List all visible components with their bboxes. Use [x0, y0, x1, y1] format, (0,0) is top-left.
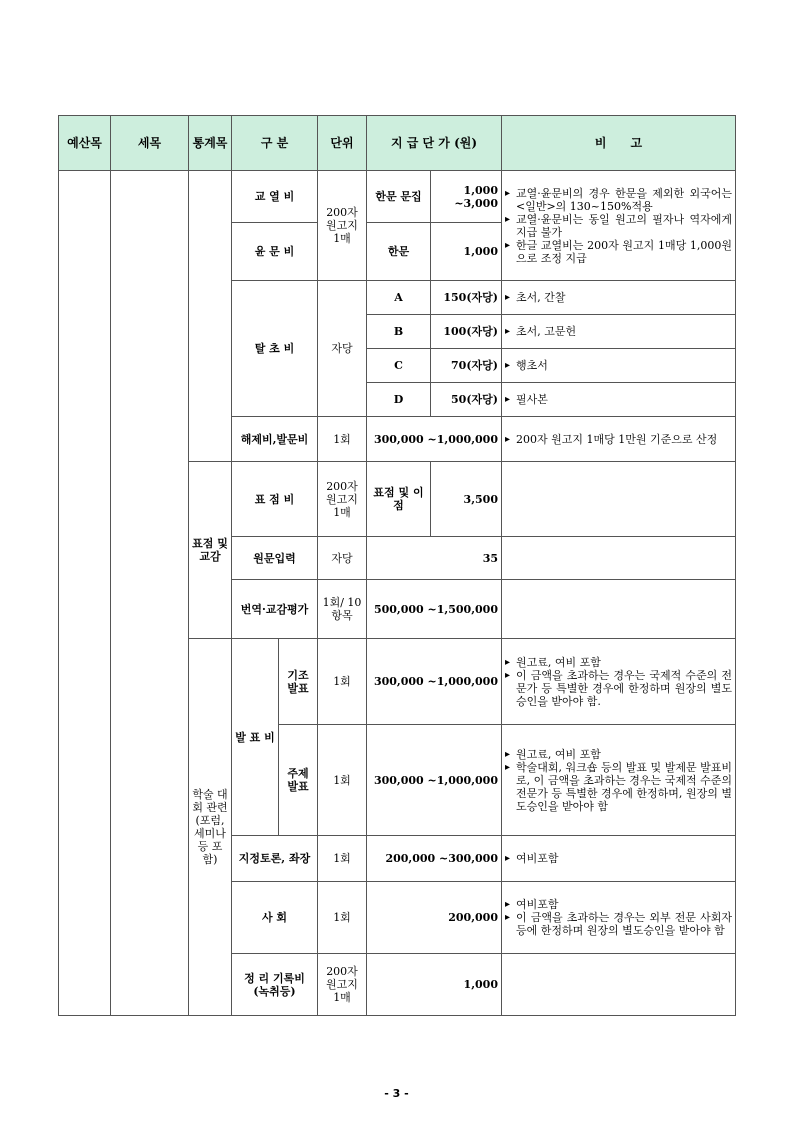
input-note [502, 537, 736, 580]
polish-label: 윤 문 비 [232, 223, 318, 281]
keynote-note-2: ▸ 이 금액을 초과하는 경우는 국제적 수준의 전문가 등 특별한 경우에 한정하며 원장의 별도승인을 받아야 함. [505, 669, 732, 708]
recording-unit: 200자 원고지 1매 [318, 954, 367, 1016]
discussion-note [502, 836, 736, 882]
budget-item-cell [59, 171, 111, 1016]
transcription-grade: C [367, 349, 431, 383]
topic-label: 주제 발표 [279, 725, 318, 836]
input-price: 35 [367, 537, 502, 580]
transcription-grade: B [367, 315, 431, 349]
header-budget-item: 예산목 [59, 116, 111, 171]
transcription-note [502, 349, 736, 383]
polish-price: 1,000 [431, 223, 502, 281]
evaluation-label: 번역·교감평가 [232, 580, 318, 639]
page-number: - 3 - [384, 1087, 409, 1100]
commentary-label: 해제비,발문비 [232, 417, 318, 462]
keynote-label: 기조 발표 [279, 639, 318, 725]
list-item: ▸ 200자 원고지 1매당 1만원 기준으로 산정 [505, 433, 732, 446]
header-stat-item: 통계목 [189, 116, 232, 171]
topic-notes [502, 725, 736, 836]
punctuation-label: 표 점 비 [232, 462, 318, 537]
discussion-unit: 1회 [318, 836, 367, 882]
proofread-notes [502, 171, 736, 281]
moderator-note-1: ▸ 여비포함 [505, 898, 732, 911]
list-item: ▸ 초서, 간찰 [505, 291, 732, 304]
punctuation-note [502, 462, 736, 537]
recording-note [502, 954, 736, 1016]
moderator-notes [502, 882, 736, 954]
input-label: 원문입력 [232, 537, 318, 580]
transcription-note [502, 383, 736, 417]
proofread-note-2: ▸ 교열·윤문비는 동일 원고의 필자나 역자에게 지급 불가 [505, 213, 732, 239]
punctuation-unit: 200자 원고지 1매 [318, 462, 367, 537]
transcription-note [502, 281, 736, 315]
proofread-label: 교 열 비 [232, 171, 318, 223]
transcription-note [502, 315, 736, 349]
list-item: ▸ 여비포함 [505, 852, 732, 865]
transcription-price: 150(자당) [431, 281, 502, 315]
polish-type: 한문 [367, 223, 431, 281]
moderator-price: 200,000 [367, 882, 502, 954]
header-category: 구 분 [232, 116, 318, 171]
conference-label-main: 학술 대회 관련 [192, 788, 228, 814]
commentary-price: 300,000 ~1,000,000 [367, 417, 502, 462]
header-unit-price: 지 급 단 가 (원) [367, 116, 502, 171]
transcription-grade: D [367, 383, 431, 417]
topic-note-2: ▸ 학술대회, 워크숍 등의 발표 및 발제문 발표비로, 이 금액을 초과하는 경우는 국제적 수준의 전문가 등 특별한 경우에 한정하며, 원장의 별도승인을 받아야 함 [505, 761, 732, 813]
list-item: ▸ 초서, 고문헌 [505, 325, 732, 338]
evaluation-note [502, 580, 736, 639]
transcription-price: 50(자당) [431, 383, 502, 417]
keynote-unit: 1회 [318, 639, 367, 725]
transcription-price: 100(자당) [431, 315, 502, 349]
proofread-price: 1,000 ~3,000 [431, 171, 502, 223]
commentary-unit: 1회 [318, 417, 367, 462]
moderator-label: 사 회 [232, 882, 318, 954]
punctuation-type: 표점 및 이점 [367, 462, 431, 537]
header-remarks: 비 고 [502, 116, 736, 171]
topic-unit: 1회 [318, 725, 367, 836]
topic-note-1: ▸ 원고료, 여비 포함 [505, 748, 732, 761]
evaluation-unit: 1회/ 10항목 [318, 580, 367, 639]
list-item: ▸ 행초서 [505, 359, 732, 372]
presentation-label: 발 표 비 [232, 639, 279, 836]
moderator-unit: 1회 [318, 882, 367, 954]
proofread-note-3: ▸ 한글 교열비는 200자 원고지 1매당 1,000원으로 조정 지급 [505, 239, 732, 265]
keynote-notes [502, 639, 736, 725]
punctuation-price: 3,500 [431, 462, 502, 537]
proofread-note-1: ▸ 교열·윤문비의 경우 한문을 제외한 외국어는 <일반>의 130~150%적용 [505, 187, 732, 213]
transcription-price: 70(자당) [431, 349, 502, 383]
discussion-price: 200,000 ~300,000 [367, 836, 502, 882]
proofread-unit: 200자 원고지 1매 [318, 171, 367, 281]
detail-item-cell [111, 171, 189, 1016]
keynote-price: 300,000 ~1,000,000 [367, 639, 502, 725]
topic-price: 300,000 ~1,000,000 [367, 725, 502, 836]
payment-rate-table [58, 115, 736, 1016]
commentary-note [502, 417, 736, 462]
transcription-grade: A [367, 281, 431, 315]
input-unit: 자당 [318, 537, 367, 580]
recording-label: 정 리 기록비 (녹취등) [232, 954, 318, 1016]
transcription-unit: 자당 [318, 281, 367, 417]
evaluation-price: 500,000 ~1,500,000 [367, 580, 502, 639]
header-unit: 단위 [318, 116, 367, 171]
group-label-conference [189, 639, 232, 1016]
stat-item-cell-1 [189, 171, 232, 462]
group-label-punctuation: 표점 및 교감 [189, 462, 232, 639]
keynote-note-1: ▸ 원고료, 여비 포함 [505, 656, 732, 669]
recording-price: 1,000 [367, 954, 502, 1016]
conference-label-sub: (포럼, 세미나 등 포함) [194, 814, 226, 866]
list-item: ▸ 필사본 [505, 393, 732, 406]
header-detail-item: 세목 [111, 116, 189, 171]
header-row [59, 116, 736, 171]
transcription-label: 탈 초 비 [232, 281, 318, 417]
row-proofread [59, 171, 736, 223]
proofread-type: 한문 문집 [367, 171, 431, 223]
discussion-label: 지정토론, 좌장 [232, 836, 318, 882]
moderator-note-2: ▸ 이 금액을 초과하는 경우는 외부 전문 사회자 등에 한정하며 원장의 별도승인을 받아야 함 [505, 911, 732, 937]
